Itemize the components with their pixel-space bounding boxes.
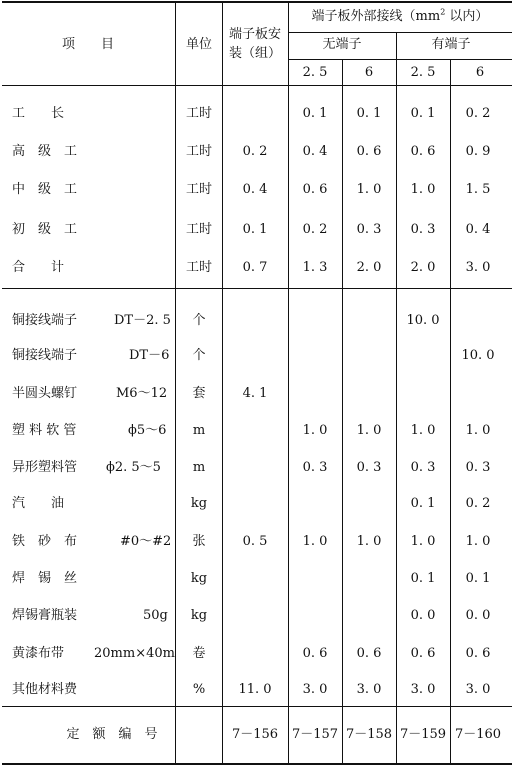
material-value: 0. 6 — [465, 646, 491, 661]
material-unit: m — [192, 423, 206, 438]
labor-value: 0. 3 — [410, 222, 436, 237]
labor-value: 0. 4 — [242, 182, 268, 197]
material-spec: 50g — [143, 608, 168, 623]
labor-value: 1. 0 — [356, 182, 382, 197]
labor-value: 0. 1 — [356, 106, 382, 121]
labor-value: 0. 1 — [242, 222, 268, 237]
labor-value: 0. 9 — [465, 144, 491, 159]
quota-code: 7－159 — [399, 727, 447, 742]
material-name: 异形塑料管 — [12, 460, 78, 475]
col-line-external — [288, 2, 289, 764]
material-value: 0. 0 — [465, 608, 491, 623]
material-value: 1. 0 — [356, 423, 382, 438]
labor-unit: 工时 — [185, 144, 213, 159]
col-line-install — [222, 2, 223, 764]
material-unit: kg — [190, 496, 208, 511]
labor-value: 0. 3 — [356, 222, 382, 237]
material-value: 1. 0 — [465, 534, 491, 549]
material-spec: ϕ5～6 — [128, 423, 167, 438]
header-with-terminal: 有端子 — [431, 37, 471, 52]
header-split-line-1 — [288, 32, 512, 33]
labor-name: 中 级 工 — [12, 182, 78, 197]
material-name: 其他材料费 — [12, 682, 78, 697]
labor-value: 0. 2 — [465, 106, 491, 121]
col-line-size2 — [342, 59, 343, 764]
material-value: 0. 0 — [410, 608, 436, 623]
material-unit: 个 — [192, 313, 206, 328]
material-value: 10. 0 — [461, 348, 495, 363]
labor-value: 0. 7 — [242, 260, 268, 275]
material-name: 焊锡膏瓶装 — [12, 608, 78, 623]
material-value: 1. 0 — [410, 534, 436, 549]
material-unit: 张 — [192, 534, 206, 549]
header-split-line-2 — [288, 59, 512, 60]
material-value: 0. 3 — [465, 460, 491, 475]
material-value: 4. 1 — [242, 386, 268, 401]
quota-code: 7－157 — [291, 727, 339, 742]
material-value: 0. 6 — [302, 646, 328, 661]
material-spec: 20mm×40m — [94, 646, 175, 661]
header-install-line2: 装（组） — [228, 46, 282, 61]
material-value: 1. 0 — [302, 423, 328, 438]
material-spec: ϕ2. 5～5 — [106, 460, 161, 475]
material-value: 1. 0 — [410, 423, 436, 438]
top-border — [2, 1, 512, 3]
labor-name: 初 级 工 — [12, 222, 78, 237]
material-unit: 卷 — [192, 646, 206, 661]
material-unit: m — [192, 460, 206, 475]
labor-value: 0. 6 — [410, 144, 436, 159]
labor-value: 0. 2 — [242, 144, 268, 159]
col-line-unit — [175, 2, 176, 764]
material-spec: DT－6 — [129, 348, 170, 363]
header-size: 6 — [364, 65, 374, 80]
header-install-line1: 端子板安 — [228, 27, 282, 42]
material-value: 11. 0 — [238, 682, 272, 697]
header-size: 2. 5 — [302, 65, 328, 80]
labor-value: 0. 4 — [465, 222, 491, 237]
header-unit: 单位 — [185, 37, 213, 52]
labor-name: 高 级 工 — [12, 144, 78, 159]
material-value: 3. 0 — [302, 682, 328, 697]
material-value: 0. 6 — [356, 646, 382, 661]
header-bottom-line — [2, 85, 512, 86]
material-value: 0. 5 — [242, 534, 268, 549]
material-name: 铜接线端子 — [12, 313, 78, 328]
labor-unit: 工时 — [185, 106, 213, 121]
material-spec: #0～#2 — [120, 534, 172, 549]
material-name: 汽 油 — [12, 496, 65, 511]
quota-code: 7－156 — [231, 727, 279, 742]
labor-value: 1. 5 — [465, 182, 491, 197]
labor-unit: 工时 — [185, 182, 213, 197]
material-value: 0. 6 — [410, 646, 436, 661]
material-unit: kg — [190, 571, 208, 586]
header-size: 6 — [475, 65, 485, 80]
labor-name: 合 计 — [12, 260, 65, 275]
material-value: 0. 2 — [465, 496, 491, 511]
material-name: 焊 锡 丝 — [12, 571, 78, 586]
header-external: 端子板外部接线（$mm^2$ 以内） — [311, 7, 489, 24]
material-value: 3. 0 — [356, 682, 382, 697]
material-name: 半圆头螺钉 — [12, 386, 78, 401]
material-unit: kg — [190, 608, 208, 623]
labor-value: 1. 3 — [302, 260, 328, 275]
col-line-with-terminal — [396, 32, 397, 764]
material-unit: % — [192, 682, 206, 697]
material-value: 0. 1 — [410, 496, 436, 511]
material-value: 3. 0 — [410, 682, 436, 697]
quota-code: 7－160 — [454, 727, 502, 742]
header-size: 2. 5 — [410, 65, 436, 80]
material-name: 塑 料 软 管 — [12, 423, 77, 438]
material-name: 黄漆布带 — [12, 646, 65, 661]
material-value: 3. 0 — [465, 682, 491, 697]
labor-value: 3. 0 — [465, 260, 491, 275]
labor-value: 0. 1 — [410, 106, 436, 121]
material-unit: 套 — [192, 386, 206, 401]
material-name: 铜接线端子 — [12, 348, 78, 363]
footer-label: 定 额 编 号 — [66, 727, 158, 742]
labor-value: 0. 6 — [302, 182, 328, 197]
bottom-border — [2, 763, 512, 765]
labor-name: 工 长 — [12, 106, 65, 121]
labor-value: 0. 4 — [302, 144, 328, 159]
material-value: 0. 1 — [465, 571, 491, 586]
labor-value: 2. 0 — [410, 260, 436, 275]
material-value: 0. 3 — [356, 460, 382, 475]
materials-bottom-line — [2, 706, 512, 707]
material-name: 铁 砂 布 — [12, 534, 78, 549]
labor-value: 0. 6 — [356, 144, 382, 159]
labor-unit: 工时 — [185, 260, 213, 275]
material-value: 1. 0 — [465, 423, 491, 438]
labor-value: 2. 0 — [356, 260, 382, 275]
material-value: 0. 1 — [410, 571, 436, 586]
material-unit: 个 — [192, 348, 206, 363]
quota-code: 7－158 — [345, 727, 393, 742]
labor-value: 1. 0 — [410, 182, 436, 197]
material-value: 10. 0 — [406, 313, 440, 328]
labor-bottom-line — [2, 288, 512, 289]
material-spec: M6～12 — [116, 386, 168, 401]
material-value: 1. 0 — [302, 534, 328, 549]
header-item: 项 目 — [61, 37, 115, 52]
labor-unit: 工时 — [185, 222, 213, 237]
header-no-terminal: 无端子 — [322, 37, 362, 52]
material-value: 1. 0 — [356, 534, 382, 549]
labor-value: 0. 2 — [302, 222, 328, 237]
col-line-size4 — [450, 59, 451, 764]
labor-value: 0. 1 — [302, 106, 328, 121]
material-value: 0. 3 — [302, 460, 328, 475]
material-spec: DT－2. 5 — [114, 313, 171, 328]
material-value: 0. 3 — [410, 460, 436, 475]
